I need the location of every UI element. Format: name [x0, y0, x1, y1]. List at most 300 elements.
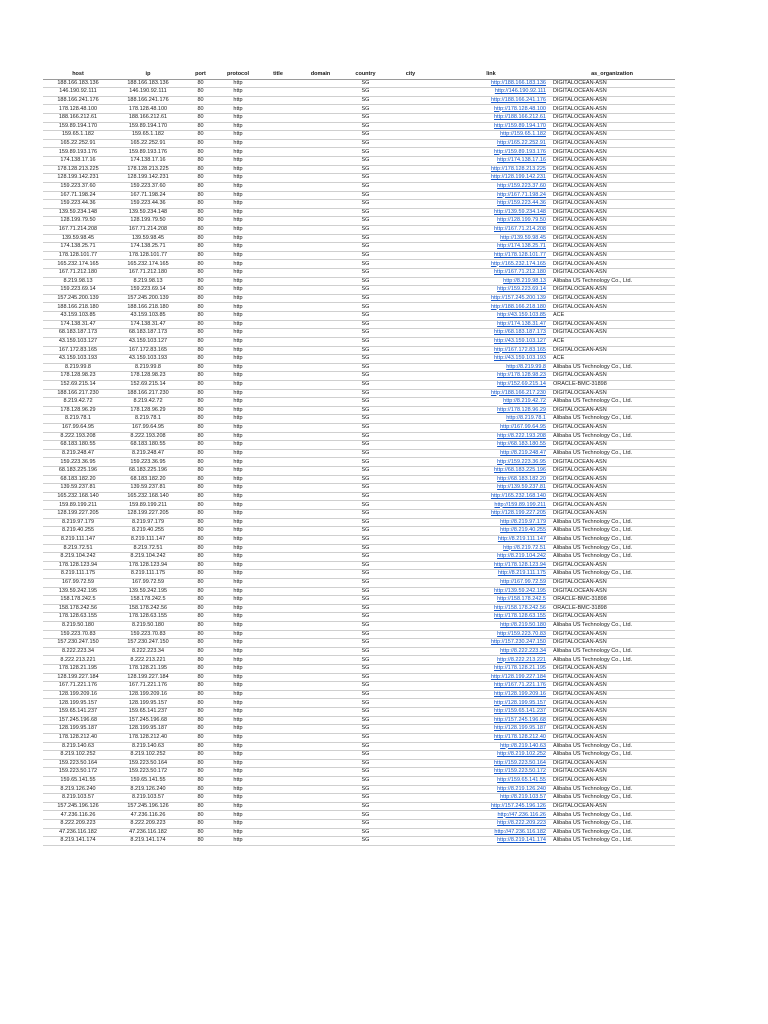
link-url[interactable]: http://167.99.64.95	[500, 424, 546, 431]
cell-domain	[298, 630, 343, 639]
link-url[interactable]: http://128.199.79.50	[497, 217, 546, 224]
cell-domain	[298, 501, 343, 510]
cell-host: 128.199.227.205	[43, 510, 113, 519]
cell-title	[258, 708, 298, 717]
cell-link	[433, 630, 549, 639]
cell-link	[433, 837, 549, 846]
cell-domain	[298, 286, 343, 295]
cell-domain	[298, 372, 343, 381]
cell-port: 80	[183, 475, 218, 484]
cell-link	[433, 759, 549, 768]
cell-protocol: http	[218, 802, 258, 811]
link-url[interactable]: http://165.232.168.140	[490, 492, 546, 499]
cell-title	[258, 725, 298, 734]
cell-protocol: http	[218, 596, 258, 605]
cell-city	[388, 510, 433, 519]
cell-protocol: http	[218, 639, 258, 648]
cell-domain	[298, 639, 343, 648]
column-header-link: link	[433, 71, 549, 79]
cell-as-organization: DIGITALOCEAN-ASN	[549, 191, 675, 200]
cell-as-organization: DIGITALOCEAN-ASN	[549, 105, 675, 114]
cell-port: 80	[183, 699, 218, 708]
cell-domain	[298, 432, 343, 441]
table-row	[43, 225, 675, 234]
link-url[interactable]: http://8.219.102.252	[497, 751, 546, 758]
cell-link	[433, 277, 549, 286]
table-row	[43, 656, 675, 665]
cell-city	[388, 217, 433, 226]
cell-country: SG	[343, 742, 388, 751]
link-url[interactable]: http://159.223.50.164	[494, 759, 546, 766]
cell-title	[258, 372, 298, 381]
cell-host: 167.71.198.24	[43, 191, 113, 200]
cell-title	[258, 742, 298, 751]
cell-host: 178.128.96.29	[43, 406, 113, 415]
link-url[interactable]: http://68.183.182.20	[497, 475, 546, 482]
cell-as-organization: ORACLE-BMC-31898	[549, 596, 675, 605]
cell-as-organization: Alibaba US Technology Co., Ltd.	[549, 794, 675, 803]
cell-protocol: http	[218, 398, 258, 407]
cell-ip: 174.138.31.47	[113, 320, 183, 329]
cell-port: 80	[183, 122, 218, 131]
link-url[interactable]: http://159.89.194.170	[494, 122, 546, 129]
link-url[interactable]: http://159.65.1.182	[500, 131, 546, 138]
cell-link	[433, 622, 549, 631]
cell-ip: 139.59.234.148	[113, 208, 183, 217]
cell-country: SG	[343, 553, 388, 562]
table-row	[43, 312, 675, 321]
link-url[interactable]: http://128.199.142.231	[490, 174, 546, 181]
table-row	[43, 751, 675, 760]
link-url[interactable]: http://159.65.141.237	[494, 708, 546, 715]
cell-title	[258, 578, 298, 587]
table-body	[43, 79, 675, 845]
cell-country: SG	[343, 406, 388, 415]
cell-protocol: http	[218, 269, 258, 278]
link-url[interactable]: http://8.219.50.180	[500, 622, 546, 629]
cell-port: 80	[183, 217, 218, 226]
link-url[interactable]: http://158.178.242.56	[494, 604, 546, 611]
cell-ip: 158.178.242.5	[113, 596, 183, 605]
cell-ip: 157.245.196.68	[113, 716, 183, 725]
cell-port: 80	[183, 725, 218, 734]
link-url[interactable]: http://159.223.37.60	[497, 183, 546, 190]
table-row	[43, 570, 675, 579]
link-url[interactable]: http://68.183.225.196	[494, 467, 546, 474]
cell-host: 188.166.241.176	[43, 96, 113, 105]
cell-port: 80	[183, 733, 218, 742]
link-url[interactable]: http://159.223.50.172	[494, 768, 546, 775]
link-url[interactable]: http://159.89.199.211	[494, 501, 546, 508]
link-url[interactable]: http://188.166.212.61	[494, 114, 546, 121]
cell-city	[388, 518, 433, 527]
cell-as-organization: DIGITALOCEAN-ASN	[549, 458, 675, 467]
link-url[interactable]: http://178.128.212.40	[494, 734, 546, 741]
cell-protocol: http	[218, 544, 258, 553]
cell-title	[258, 260, 298, 269]
cell-protocol: http	[218, 828, 258, 837]
link-url[interactable]: http://159.65.141.55	[497, 777, 546, 784]
cell-as-organization: DIGITALOCEAN-ASN	[549, 139, 675, 148]
cell-host: 178.128.98.23	[43, 372, 113, 381]
link-url[interactable]: http://178.128.123.94	[494, 561, 546, 568]
link-url[interactable]: http://167.71.198.24	[497, 191, 546, 198]
cell-city	[388, 656, 433, 665]
cell-link	[433, 225, 549, 234]
link-url[interactable]: http://157.230.247.150	[490, 639, 546, 646]
cell-as-organization: DIGITALOCEAN-ASN	[549, 174, 675, 183]
column-header-port: port	[183, 71, 218, 79]
cell-as-organization: DIGITALOCEAN-ASN	[549, 131, 675, 140]
link-url[interactable]: http://128.199.227.184	[490, 673, 546, 680]
cell-city	[388, 303, 433, 312]
cell-as-organization: DIGITALOCEAN-ASN	[549, 329, 675, 338]
cell-domain	[298, 79, 343, 88]
link-url[interactable]: http://128.199.209.16	[494, 690, 546, 697]
link-url[interactable]: http://188.166.183.136	[490, 79, 546, 86]
cell-port: 80	[183, 269, 218, 278]
table-row	[43, 269, 675, 278]
cell-link	[433, 673, 549, 682]
cell-link	[433, 286, 549, 295]
cell-domain	[298, 742, 343, 751]
link-url[interactable]: http://8.219.111.175	[497, 570, 546, 577]
link-url[interactable]: http://157.245.200.139	[490, 294, 546, 301]
cell-ip: 167.71.212.180	[113, 269, 183, 278]
link-url[interactable]: http://8.219.42.72	[503, 398, 546, 405]
cell-port: 80	[183, 527, 218, 536]
link-url[interactable]: http://8.222.193.208	[497, 432, 546, 439]
link-url[interactable]: http://178.128.21.195	[494, 665, 546, 672]
cell-city	[388, 596, 433, 605]
cell-ip: 178.128.123.94	[113, 561, 183, 570]
cell-port: 80	[183, 303, 218, 312]
cell-protocol: http	[218, 768, 258, 777]
cell-link	[433, 88, 549, 97]
table-row	[43, 182, 675, 191]
link-url[interactable]: http://158.178.242.5	[497, 596, 546, 603]
link-url[interactable]: http://188.166.217.230	[490, 389, 546, 396]
link-url[interactable]: http://8.219.99.8	[506, 363, 546, 370]
cell-title	[258, 622, 298, 631]
cell-domain	[298, 96, 343, 105]
cell-host: 167.71.221.176	[43, 682, 113, 691]
link-url[interactable]: http://165.232.174.165	[490, 260, 546, 267]
cell-city	[388, 587, 433, 596]
link-url[interactable]: http://8.219.97.179	[500, 518, 546, 525]
link-url[interactable]: http://165.22.252.91	[497, 139, 546, 146]
table-row	[43, 527, 675, 536]
cell-city	[388, 467, 433, 476]
link-url[interactable]: http://178.128.63.155	[494, 613, 546, 620]
cell-domain	[298, 837, 343, 846]
table-row	[43, 708, 675, 717]
cell-ip: 157.245.196.126	[113, 802, 183, 811]
cell-host: 178.128.123.94	[43, 561, 113, 570]
link-url[interactable]: http://8.222.209.223	[497, 820, 546, 827]
cell-ip: 178.128.213.225	[113, 165, 183, 174]
cell-title	[258, 165, 298, 174]
link-url[interactable]: http://167.71.212.180	[494, 269, 546, 276]
cell-city	[388, 458, 433, 467]
cell-as-organization: DIGITALOCEAN-ASN	[549, 346, 675, 355]
link-url[interactable]: http://167.172.83.165	[494, 346, 546, 353]
cell-host: 8.219.98.13	[43, 277, 113, 286]
cell-host: 8.219.111.147	[43, 535, 113, 544]
cell-domain	[298, 613, 343, 622]
cell-country: SG	[343, 647, 388, 656]
cell-title	[258, 303, 298, 312]
link-url[interactable]: http://157.245.196.126	[490, 802, 546, 809]
link-url[interactable]: http://128.199.227.205	[490, 510, 546, 517]
link-url[interactable]: http://139.59.98.45	[500, 234, 546, 241]
link-url[interactable]: http://43.159.103.193	[494, 355, 546, 362]
link-url[interactable]: http://159.223.44.36	[497, 200, 546, 207]
link-url[interactable]: http://8.219.78.1	[506, 415, 546, 422]
cell-title	[258, 518, 298, 527]
cell-port: 80	[183, 251, 218, 260]
cell-ip: 178.128.96.29	[113, 406, 183, 415]
cell-ip: 128.199.209.16	[113, 690, 183, 699]
cell-link	[433, 363, 549, 372]
cell-city	[388, 191, 433, 200]
cell-host: 47.236.116.182	[43, 828, 113, 837]
cell-port: 80	[183, 639, 218, 648]
link-url[interactable]: http://178.128.98.23	[497, 372, 546, 379]
cell-domain	[298, 682, 343, 691]
link-url[interactable]: http://68.183.180.55	[497, 441, 546, 448]
cell-port: 80	[183, 716, 218, 725]
cell-country: SG	[343, 320, 388, 329]
cell-ip: 157.230.247.150	[113, 639, 183, 648]
cell-port: 80	[183, 518, 218, 527]
link-url[interactable]: http://68.183.187.173	[494, 329, 546, 336]
table-row	[43, 604, 675, 613]
link-url[interactable]: http://188.166.241.176	[490, 96, 546, 103]
cell-host: 157.230.247.150	[43, 639, 113, 648]
cell-host: 152.69.215.14	[43, 380, 113, 389]
cell-country: SG	[343, 148, 388, 157]
cell-ip: 47.236.116.26	[113, 811, 183, 820]
cell-port: 80	[183, 837, 218, 846]
link-url[interactable]: http://178.128.48.100	[494, 105, 546, 112]
link-url[interactable]: http://178.128.96.29	[497, 406, 546, 413]
cell-ip: 8.219.42.72	[113, 398, 183, 407]
cell-host: 167.71.214.208	[43, 225, 113, 234]
cell-country: SG	[343, 484, 388, 493]
cell-host: 43.159.103.85	[43, 312, 113, 321]
cell-protocol: http	[218, 553, 258, 562]
cell-as-organization: DIGITALOCEAN-ASN	[549, 639, 675, 648]
cell-domain	[298, 811, 343, 820]
cell-host: 139.59.237.81	[43, 484, 113, 493]
table-row	[43, 217, 675, 226]
cell-country: SG	[343, 208, 388, 217]
link-url[interactable]: http://139.59.237.81	[497, 484, 546, 491]
cell-protocol: http	[218, 751, 258, 760]
cell-city	[388, 794, 433, 803]
cell-protocol: http	[218, 346, 258, 355]
cell-ip: 8.219.141.174	[113, 837, 183, 846]
cell-country: SG	[343, 837, 388, 846]
link-url[interactable]: http://159.223.36.95	[497, 458, 546, 465]
cell-port: 80	[183, 690, 218, 699]
link-url[interactable]: http://167.71.214.208	[494, 226, 546, 233]
table-row	[43, 630, 675, 639]
cell-link	[433, 613, 549, 622]
cell-host: 174.138.17.16	[43, 157, 113, 166]
cell-link	[433, 337, 549, 346]
link-url[interactable]: http://8.222.223.34	[500, 647, 546, 654]
link-url[interactable]: http://43.159.103.85	[497, 312, 546, 319]
cell-domain	[298, 656, 343, 665]
table-row	[43, 157, 675, 166]
cell-as-organization: DIGITALOCEAN-ASN	[549, 501, 675, 510]
cell-city	[388, 484, 433, 493]
link-url[interactable]: http://128.199.95.157	[494, 699, 546, 706]
cell-port: 80	[183, 570, 218, 579]
link-url[interactable]: http://47.236.116.182	[494, 828, 546, 835]
cell-title	[258, 682, 298, 691]
link-url[interactable]: http://47.236.116.26	[497, 811, 546, 818]
cell-as-organization: ACE	[549, 337, 675, 346]
cell-city	[388, 699, 433, 708]
cell-port: 80	[183, 578, 218, 587]
table-row	[43, 372, 675, 381]
link-url[interactable]: http://8.219.98.13	[503, 277, 546, 284]
cell-domain	[298, 114, 343, 123]
link-url[interactable]: http://159.89.193.176	[494, 148, 546, 155]
cell-host: 178.128.48.100	[43, 105, 113, 114]
table-row	[43, 501, 675, 510]
cell-port: 80	[183, 200, 218, 209]
link-url[interactable]: http://174.138.25.71	[497, 243, 546, 250]
table-row	[43, 725, 675, 734]
cell-title	[258, 820, 298, 829]
cell-title	[258, 277, 298, 286]
link-url[interactable]: http://174.138.17.16	[497, 157, 546, 164]
link-url[interactable]: http://8.219.126.240	[497, 785, 546, 792]
cell-country: SG	[343, 251, 388, 260]
table-row	[43, 114, 675, 123]
cell-protocol: http	[218, 380, 258, 389]
cell-ip: 146.190.92.111	[113, 88, 183, 97]
cell-host: 167.71.212.180	[43, 269, 113, 278]
link-url[interactable]: http://8.222.213.221	[497, 656, 546, 663]
link-url[interactable]: http://8.219.140.63	[500, 742, 546, 749]
cell-country: SG	[343, 475, 388, 484]
link-url[interactable]: http://8.219.103.57	[500, 794, 546, 801]
cell-link	[433, 355, 549, 364]
table-row	[43, 200, 675, 209]
cell-country: SG	[343, 759, 388, 768]
cell-domain	[298, 105, 343, 114]
cell-protocol: http	[218, 389, 258, 398]
link-url[interactable]: http://8.219.104.242	[497, 553, 546, 560]
cell-as-organization: DIGITALOCEAN-ASN	[549, 802, 675, 811]
link-url[interactable]: http://174.138.31.47	[497, 320, 546, 327]
cell-country: SG	[343, 510, 388, 519]
cell-domain	[298, 622, 343, 631]
cell-link	[433, 148, 549, 157]
link-url[interactable]: http://8.219.72.51	[503, 544, 546, 551]
link-url[interactable]: http://8.219.111.147	[497, 536, 546, 542]
cell-port: 80	[183, 96, 218, 105]
cell-domain	[298, 88, 343, 97]
cell-title	[258, 828, 298, 837]
link-url[interactable]: http://139.59.242.195	[494, 587, 546, 594]
link-url[interactable]: http://128.199.95.187	[494, 725, 546, 732]
cell-domain	[298, 759, 343, 768]
cell-host: 158.178.242.5	[43, 596, 113, 605]
cell-port: 80	[183, 776, 218, 785]
cell-as-organization: DIGITALOCEAN-ASN	[549, 423, 675, 432]
cell-host: 188.166.212.61	[43, 114, 113, 123]
cell-title	[258, 131, 298, 140]
cell-title	[258, 234, 298, 243]
cell-city	[388, 527, 433, 536]
cell-city	[388, 604, 433, 613]
cell-country: SG	[343, 234, 388, 243]
cell-port: 80	[183, 811, 218, 820]
link-url[interactable]: http://8.219.141.174	[497, 837, 546, 844]
cell-city	[388, 174, 433, 183]
cell-port: 80	[183, 105, 218, 114]
link-url[interactable]: http://159.223.70.83	[497, 630, 546, 637]
link-url[interactable]: http://178.128.101.77	[494, 251, 546, 258]
cell-city	[388, 802, 433, 811]
cell-as-organization: DIGITALOCEAN-ASN	[549, 234, 675, 243]
link-url[interactable]: http://8.219.248.47	[500, 449, 546, 456]
link-url[interactable]: http://8.219.40.255	[500, 527, 546, 534]
cell-protocol: http	[218, 716, 258, 725]
cell-title	[258, 312, 298, 321]
cell-city	[388, 682, 433, 691]
cell-protocol: http	[218, 492, 258, 501]
cell-port: 80	[183, 208, 218, 217]
link-url[interactable]: http://43.159.103.127	[494, 337, 546, 344]
cell-as-organization: DIGITALOCEAN-ASN	[549, 759, 675, 768]
link-url[interactable]: http://167.99.72.59	[500, 579, 546, 586]
cell-domain	[298, 690, 343, 699]
link-url[interactable]: http://167.71.221.176	[494, 682, 546, 689]
cell-city	[388, 234, 433, 243]
table-row	[43, 423, 675, 432]
link-url[interactable]: http://139.59.234.148	[494, 208, 546, 215]
link-url[interactable]: http://188.166.218.180	[490, 303, 546, 310]
cell-as-organization: DIGITALOCEAN-ASN	[549, 613, 675, 622]
cell-country: SG	[343, 682, 388, 691]
link-url[interactable]: http://152.69.215.14	[497, 381, 546, 388]
link-url[interactable]: http://157.245.196.68	[494, 716, 546, 723]
cell-link	[433, 312, 549, 321]
link-url[interactable]: http://146.190.92.111	[494, 88, 546, 95]
link-url[interactable]: http://178.128.213.225	[490, 165, 546, 172]
link-url[interactable]: http://159.223.69.14	[497, 286, 546, 293]
cell-domain	[298, 802, 343, 811]
cell-ip: 43.159.103.193	[113, 355, 183, 364]
cell-country: SG	[343, 776, 388, 785]
cell-domain	[298, 733, 343, 742]
cell-city	[388, 837, 433, 846]
cell-port: 80	[183, 673, 218, 682]
table-row	[43, 682, 675, 691]
cell-protocol: http	[218, 441, 258, 450]
cell-country: SG	[343, 794, 388, 803]
cell-country: SG	[343, 225, 388, 234]
cell-protocol: http	[218, 312, 258, 321]
table-row	[43, 441, 675, 450]
